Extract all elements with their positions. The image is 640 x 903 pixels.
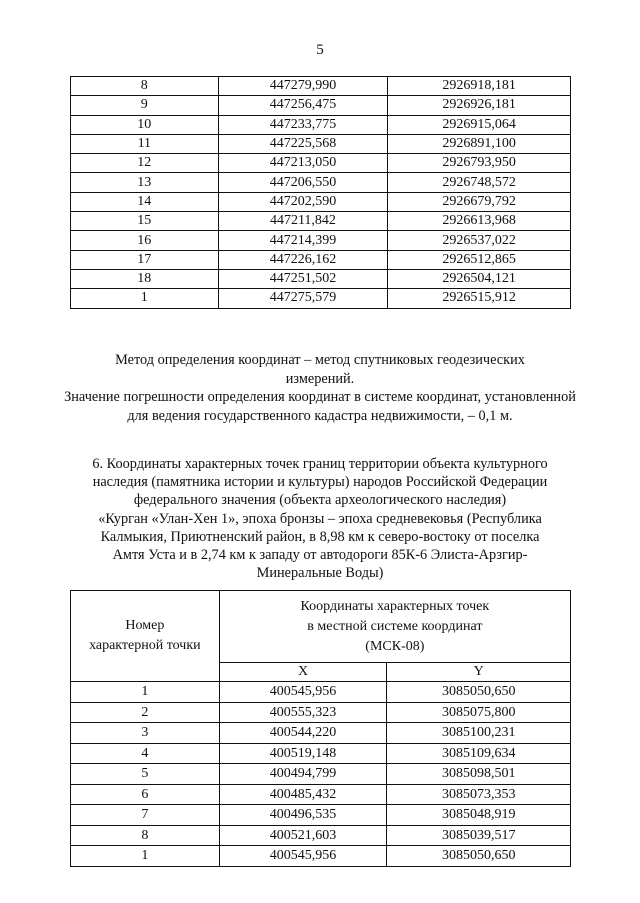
x-coordinate-cell: 447275,579 — [218, 289, 388, 308]
method-note — [0, 351, 640, 388]
table-row — [71, 682, 571, 703]
y-coordinate-cell: 2926891,100 — [388, 134, 571, 153]
x-coordinate-cell: 400545,956 — [219, 846, 387, 867]
point-number-cell: 6 — [71, 784, 220, 805]
x-coordinate-cell: 400494,799 — [219, 764, 387, 785]
point-number-cell: 2 — [71, 702, 220, 723]
point-number-cell: 12 — [71, 154, 219, 173]
header-coordinates — [219, 591, 570, 663]
x-coordinate-cell: 447206,550 — [218, 173, 388, 192]
table-row — [71, 134, 571, 153]
x-coordinate-cell: 447251,502 — [218, 269, 388, 288]
point-number-cell: 8 — [71, 77, 219, 96]
point-number-cell: 17 — [71, 250, 219, 269]
y-coordinate-cell: 2926679,792 — [388, 192, 571, 211]
accuracy-note — [0, 388, 640, 425]
x-coordinate-cell: 400545,956 — [219, 682, 387, 703]
point-number-cell: 3 — [71, 723, 220, 744]
header-point-line: характерной точки — [89, 638, 201, 653]
y-coordinate-cell: 2926918,181 — [388, 77, 571, 96]
point-number-cell: 11 — [71, 134, 219, 153]
point-number-cell: 14 — [71, 192, 219, 211]
table-row — [71, 96, 571, 115]
section-6-line: 6. Координаты характерных точек границ территории объекта культурного — [92, 456, 548, 472]
table-row — [71, 269, 571, 288]
table-row — [71, 154, 571, 173]
y-coordinate-cell: 3085098,501 — [387, 764, 571, 785]
coordinates-table-continued — [70, 76, 571, 309]
table-row — [71, 250, 571, 269]
x-coordinate-cell: 447214,399 — [218, 231, 388, 250]
header-x: X — [219, 663, 387, 682]
y-coordinate-cell: 3085050,650 — [387, 682, 571, 703]
y-coordinate-cell: 2926748,572 — [388, 173, 571, 192]
point-number-cell: 5 — [71, 764, 220, 785]
y-coordinate-cell: 2926793,950 — [388, 154, 571, 173]
coordinates-table-object-6 — [70, 590, 571, 867]
point-number-cell: 13 — [71, 173, 219, 192]
header-point-number — [71, 591, 220, 682]
y-coordinate-cell: 2926613,968 — [388, 212, 571, 231]
x-coordinate-cell: 400496,535 — [219, 805, 387, 826]
y-coordinate-cell: 2926926,181 — [388, 96, 571, 115]
section-6-line: федерального значения (объекта археологического наследия) — [133, 492, 507, 509]
table-row — [71, 764, 571, 785]
x-coordinate-cell: 400555,323 — [219, 702, 387, 723]
table-row — [71, 805, 571, 826]
y-coordinate-cell: 3085039,517 — [387, 825, 571, 846]
table-row — [71, 846, 571, 867]
table-row — [71, 723, 571, 744]
y-coordinate-cell: 3085073,353 — [387, 784, 571, 805]
table-row — [71, 702, 571, 723]
point-number-cell: 10 — [71, 115, 219, 134]
page-number: 5 — [316, 42, 324, 58]
point-number-cell: 1 — [71, 682, 220, 703]
x-coordinate-cell: 400519,148 — [219, 743, 387, 764]
accuracy-line: для ведения государственного кадастра недвижимости, – 0,1 м. — [127, 407, 513, 424]
point-number-cell: 15 — [71, 212, 219, 231]
method-line: измерений. — [285, 370, 355, 387]
table-row — [71, 212, 571, 231]
table-row — [71, 784, 571, 805]
y-coordinate-cell: 3085050,650 — [387, 846, 571, 867]
point-number-cell: 8 — [71, 825, 220, 846]
y-coordinate-cell: 2926537,022 — [388, 231, 571, 250]
table-row — [71, 173, 571, 192]
section-6-heading — [40, 455, 600, 582]
accuracy-line: Значение погрешности определения координат в системе координат, установленной — [64, 389, 576, 405]
x-coordinate-cell: 447226,162 — [218, 250, 388, 269]
table-row — [71, 192, 571, 211]
table-row — [71, 743, 571, 764]
x-coordinate-cell: 447225,568 — [218, 134, 388, 153]
x-coordinate-cell: 447233,775 — [218, 115, 388, 134]
header-y: Y — [387, 663, 571, 682]
point-number-cell: 4 — [71, 743, 220, 764]
point-number-cell: 9 — [71, 96, 219, 115]
header-coords-line: Координаты характерных точек — [300, 598, 490, 614]
x-coordinate-cell: 400485,432 — [219, 784, 387, 805]
section-6-line: наследия (памятника истории и культуры) народов Российской Федерации — [92, 474, 548, 491]
x-coordinate-cell: 447279,990 — [218, 77, 388, 96]
x-coordinate-cell: 447256,475 — [218, 96, 388, 115]
y-coordinate-cell: 2926504,121 — [388, 269, 571, 288]
x-coordinate-cell: 400544,220 — [219, 723, 387, 744]
y-coordinate-cell: 3085109,634 — [387, 743, 571, 764]
y-coordinate-cell: 3085048,919 — [387, 805, 571, 826]
y-coordinate-cell: 2926515,912 — [388, 289, 571, 308]
header-coords-line: в местной системе координат — [307, 618, 483, 634]
table-row — [71, 289, 571, 308]
y-coordinate-cell: 3085075,800 — [387, 702, 571, 723]
header-point-line: Номер — [125, 618, 165, 633]
x-coordinate-cell: 447202,590 — [218, 192, 388, 211]
y-coordinate-cell: 2926915,064 — [388, 115, 571, 134]
section-6-line: «Курган «Улан-Хен 1», эпоха бронзы – эпоха средневековья (Республика — [98, 510, 542, 527]
section-6-line: Калмыкия, Приютненский район, в 8,98 км к северо-востоку от поселка — [100, 528, 540, 545]
section-6-line: Минеральные Воды) — [256, 565, 384, 582]
y-coordinate-cell: 3085100,231 — [387, 723, 571, 744]
table-row — [71, 825, 571, 846]
x-coordinate-cell: 447213,050 — [218, 154, 388, 173]
table-row — [71, 231, 571, 250]
table-row — [71, 115, 571, 134]
point-number-cell: 1 — [71, 289, 219, 308]
table-row — [71, 77, 571, 96]
y-coordinate-cell: 2926512,865 — [388, 250, 571, 269]
point-number-cell: 7 — [71, 805, 220, 826]
section-6-line: Амтя Уста и в 2,74 км к западу от автодороги 85К-6 Элиста-Арзгир- — [112, 547, 528, 564]
method-line: Метод определения координат – метод спутниковых геодезических — [115, 352, 525, 368]
point-number-cell: 1 — [71, 846, 220, 867]
header-coords-line: (МСК-08) — [365, 638, 425, 654]
x-coordinate-cell: 447211,842 — [218, 212, 388, 231]
point-number-cell: 18 — [71, 269, 219, 288]
point-number-cell: 16 — [71, 231, 219, 250]
x-coordinate-cell: 400521,603 — [219, 825, 387, 846]
